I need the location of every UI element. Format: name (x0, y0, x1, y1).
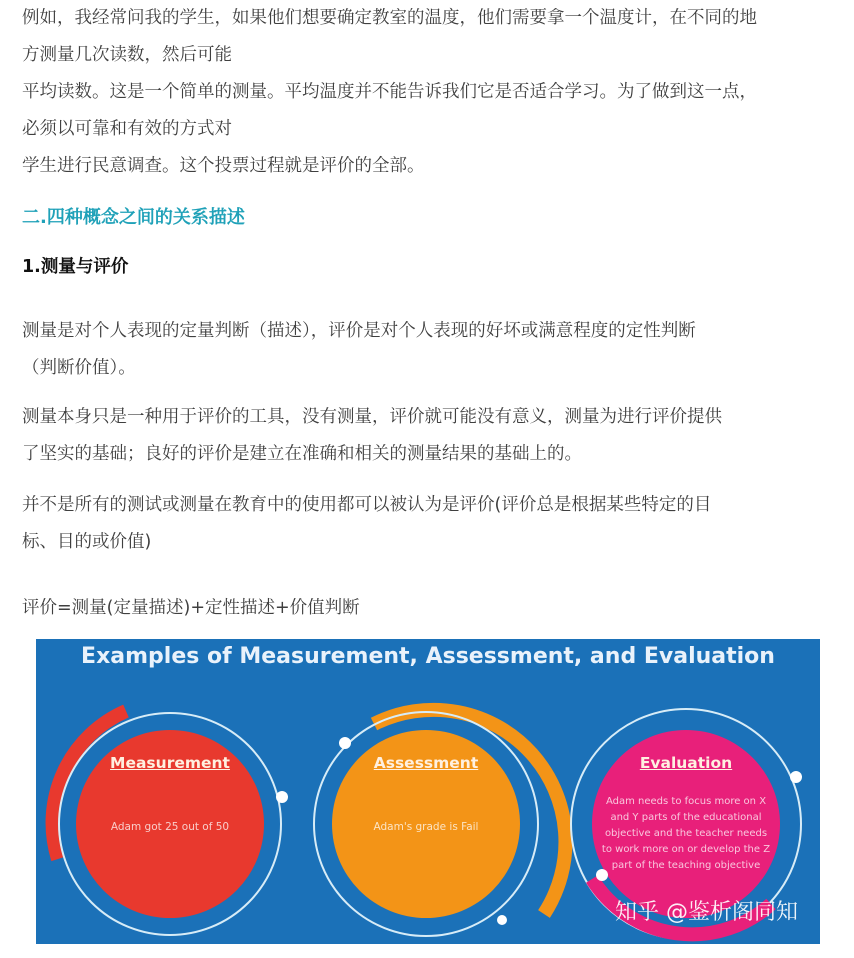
assessment-text: Adam's grade is Fail (373, 821, 479, 833)
evaluation-dot (790, 771, 802, 783)
text-line: 必须以可靠和有效的方式对 (22, 119, 232, 139)
assessment-dot (339, 737, 351, 749)
concept-figure (36, 639, 820, 944)
text-line: （判断价值）。 (22, 358, 136, 378)
paragraph-note (22, 487, 711, 561)
intro-paragraph (22, 0, 757, 185)
evaluation-label: Evaluation (639, 754, 733, 772)
measurement-text: Adam got 25 out of 50 (110, 821, 230, 833)
formula-line (22, 590, 360, 627)
section-heading: 二.四种概念之间的关系描述 (22, 207, 245, 228)
formula-text: 评价=测量(定量描述)+定性描述+价值判断 (22, 598, 360, 618)
text-line: 学生进行民意调查。这个投票过程就是评价的全部。 (22, 156, 425, 176)
watermark: 知乎 @鉴析阁同知 (615, 900, 798, 925)
measurement-dot (276, 791, 288, 803)
text-line: 方测量几次读数，然后可能 (22, 45, 232, 65)
sub-heading: 1.测量与评价 (22, 257, 129, 277)
figure-title: Examples of Measurement, Assessment, and Evaluation (81, 644, 775, 669)
text-line: 标、目的或价值) (22, 532, 152, 552)
assessment-label: Assessment (373, 754, 479, 772)
text-line: 测量本身只是一种用于评价的工具，没有测量，评价就可能没有意义，测量为进行评价提供 (22, 407, 722, 427)
text-line: 例如，我经常问我的学生，如果他们想要确定教室的温度，他们需要拿一个温度计，在不同的地 (22, 8, 757, 28)
text-line: 了坚实的基础；良好的评价是建立在准确和相关的测量结果的基础上的。 (22, 444, 582, 464)
text-line: 并不是所有的测试或测量在教育中的使用都可以被认为是评价(评价总是根据某些特定的目 (22, 495, 712, 515)
evaluation-text: Adam needs to focus more on X and Y parts of the educational objective and the teacher needs to work more on or develop the Z part of the teaching objective (601, 796, 771, 871)
text-line: 平均读数。这是一个简单的测量。平均温度并不能告诉我们它是否适合学习。为了做到这一点， (22, 82, 757, 102)
paragraph-tool (22, 399, 722, 473)
assessment-dot (497, 915, 507, 925)
text-line: 测量是对个人表现的定量判断（描述），评价是对个人表现的好坏或满意程度的定性判断 (22, 321, 696, 341)
paragraph-definition (22, 313, 696, 387)
measurement-label: Measurement (110, 754, 230, 772)
